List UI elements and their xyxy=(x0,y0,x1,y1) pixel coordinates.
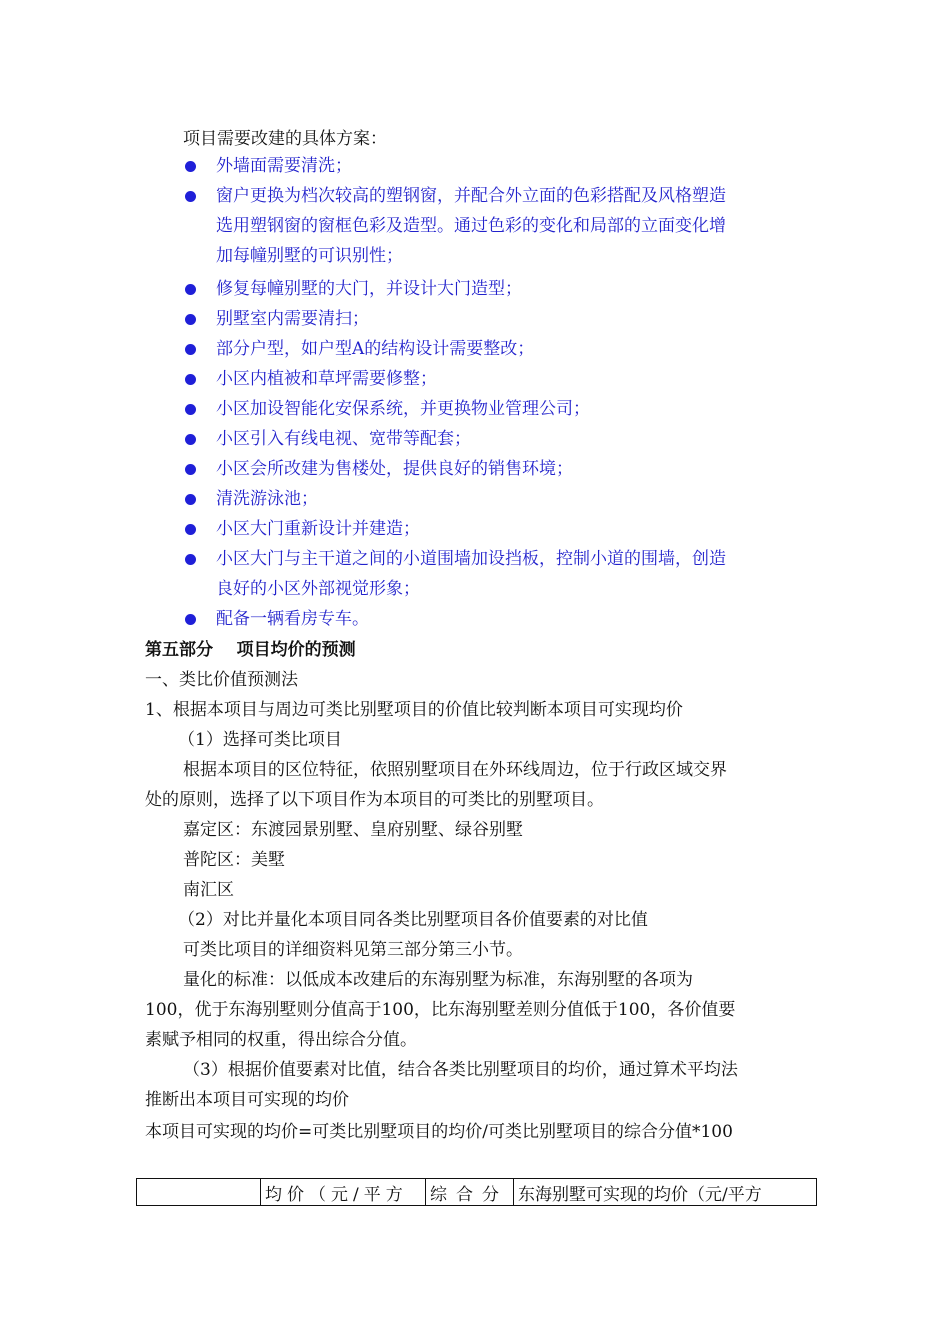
bullet-item-text: 小区内植被和草坪需要修整； xyxy=(216,369,437,389)
district-line: 嘉定区：东渡园景别墅、皇府别墅、绿谷别墅 xyxy=(183,820,523,840)
bullet-item-text: 外墙面需要清洗； xyxy=(216,156,352,176)
bullet-icon xyxy=(185,314,196,325)
bullet-icon xyxy=(185,494,196,505)
table-header-cell xyxy=(137,1179,261,1206)
bullet-item-text: 别墅室内需要清扫； xyxy=(216,309,369,329)
bullet-item-text: 部分户型，如户型A的结构设计需要整改； xyxy=(216,339,535,359)
section-title: 第五部分 项目均价的预测 xyxy=(145,640,356,660)
subsection-title: 一、类比价值预测法 xyxy=(145,670,298,690)
paragraph-text: 素赋予相同的权重，得出综合分值。 xyxy=(145,1030,417,1050)
table-header-row xyxy=(137,1179,817,1206)
bullet-icon xyxy=(185,404,196,415)
intro-text: 项目需要改建的具体方案： xyxy=(183,129,387,149)
table-header-cell: 东海别墅可实现的均价（元/平方 xyxy=(514,1179,817,1206)
bullet-icon xyxy=(185,344,196,355)
paragraph-text: 100，优于东海别墅则分值高于100，比东海别墅差则分值低于100，各价值要 xyxy=(145,1000,736,1020)
bullet-item-text: 窗户更换为档次较高的塑钢窗，并配合外立面的色彩搭配及风格塑造 xyxy=(216,186,726,206)
bullet-item-text: 小区大门重新设计并建造； xyxy=(216,519,420,539)
step-title: （3）根据价值要素对比值，结合各类比别墅项目的均价，通过算术平均法 xyxy=(183,1060,738,1080)
district-line: 南汇区 xyxy=(183,880,234,900)
bullet-icon xyxy=(185,284,196,295)
paragraph-text: 根据本项目的区位特征，依照别墅项目在外环线周边，位于行政区域交界 xyxy=(183,760,727,780)
bullet-item-text: 小区会所改建为售楼处，提供良好的销售环境； xyxy=(216,459,573,479)
table-header-cell: 综合分 xyxy=(426,1179,514,1206)
paragraph-text: 推断出本项目可实现的均价 xyxy=(145,1090,349,1110)
bullet-item-text: 小区大门与主干道之间的小道围墙加设挡板，控制小道的围墙，创造 xyxy=(216,549,726,569)
bullet-item-text: 小区引入有线电视、宽带等配套； xyxy=(216,429,471,449)
bullet-item-text: 修复每幢别墅的大门，并设计大门造型； xyxy=(216,279,522,299)
step-title: （2）对比并量化本项目同各类比别墅项目各价值要素的对比值 xyxy=(178,910,648,930)
bullet-icon xyxy=(185,464,196,475)
bullet-icon xyxy=(185,191,196,202)
bullet-item-text: 加每幢别墅的可识别性； xyxy=(216,246,403,266)
bullet-item-text: 小区加设智能化安保系统，并更换物业管理公司； xyxy=(216,399,590,419)
district-line: 普陀区：美墅 xyxy=(183,850,285,870)
bullet-item-text: 清洗游泳池； xyxy=(216,489,318,509)
formula-text: 本项目可实现的均价=可类比别墅项目的均价/可类比别墅项目的综合分值*100 xyxy=(145,1122,733,1142)
paragraph-text: 可类比项目的详细资料见第三部分第三小节。 xyxy=(183,940,523,960)
bullet-icon xyxy=(185,161,196,172)
bullet-icon xyxy=(185,614,196,625)
table-header-cell: 均价（元/平方 xyxy=(261,1179,426,1206)
subsection-title: 1、根据本项目与周边可类比别墅项目的价值比较判断本项目可实现均价 xyxy=(145,700,683,720)
step-title: （1）选择可类比项目 xyxy=(178,730,342,750)
bullet-icon xyxy=(185,524,196,535)
bullet-icon xyxy=(185,374,196,385)
bullet-item-text: 配备一辆看房专车。 xyxy=(216,609,369,629)
paragraph-text: 量化的标准：以低成本改建后的东海别墅为标准，东海别墅的各项为 xyxy=(183,970,693,990)
bullet-item-text: 良好的小区外部视觉形象； xyxy=(216,579,420,599)
bullet-icon xyxy=(185,434,196,445)
price-table xyxy=(136,1178,817,1206)
bullet-icon xyxy=(185,554,196,565)
bullet-item-text: 选用塑钢窗的窗框色彩及造型。通过色彩的变化和局部的立面变化增 xyxy=(216,216,726,236)
paragraph-text: 处的原则，选择了以下项目作为本项目的可类比的别墅项目。 xyxy=(145,790,604,810)
